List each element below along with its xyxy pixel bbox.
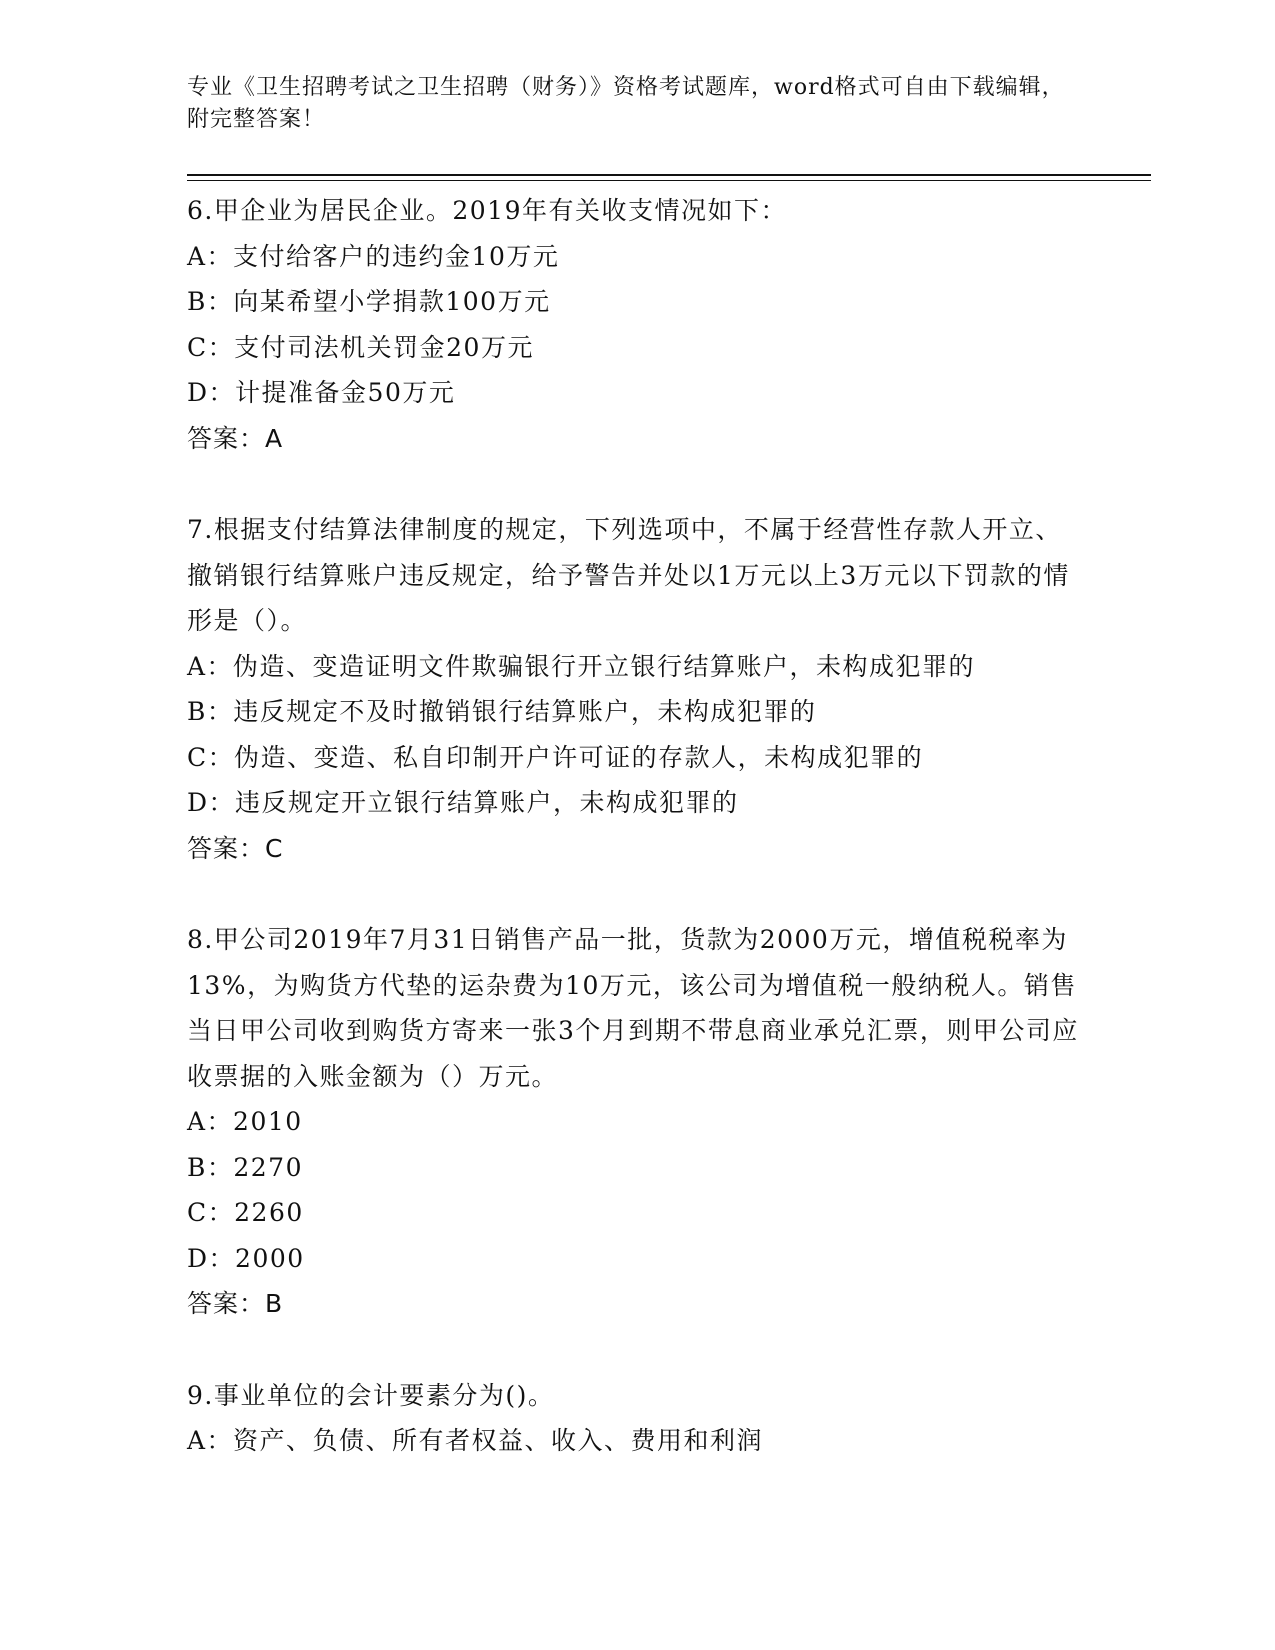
- option-c: C：伪造、变造、私自印制开户许可证的存款人，未构成犯罪的: [187, 742, 924, 772]
- option-d: D：2000: [187, 1243, 305, 1273]
- answer: 答案：C: [187, 833, 284, 863]
- option-a: A：支付给客户的违约金10万元: [187, 241, 560, 271]
- header-divider-thick: [187, 174, 1151, 176]
- option-b: B：违反规定不及时撤销银行结算账户，未构成犯罪的: [187, 697, 817, 726]
- answer: 答案：A: [187, 423, 284, 453]
- answer: 答案：B: [187, 1289, 284, 1318]
- question-text: 6.甲企业为居民企业。2019年有关收支情况如下：: [187, 196, 787, 225]
- document-header: 专业《卫生招聘考试之卫生招聘（财务）》资格考试题库，word格式可自由下载编辑，附完整答案！: [187, 75, 1065, 132]
- question-9: [187, 1373, 1087, 1464]
- option-b: B：向某希望小学捐款100万元: [187, 287, 551, 316]
- option-c: C：支付司法机关罚金20万元: [187, 332, 534, 362]
- option-a: A：2010: [187, 1107, 303, 1136]
- option-a: A：资产、负债、所有者权益、收入、费用和利润: [187, 1426, 764, 1455]
- option-c: C：2260: [187, 1198, 304, 1227]
- option-d: D：违反规定开立银行结算账户，未构成犯罪的: [187, 788, 739, 817]
- spacer: [187, 461, 1087, 507]
- header-divider-thin: [187, 180, 1151, 181]
- question-6: [187, 188, 1087, 461]
- question-text: 7.根据支付结算法律制度的规定，下列选项中，不属于经营性存款人开立、撤销银行结算账户违反规定，给予警告并处以1万元以上3万元以下罚款的情形是（）。: [187, 515, 1070, 635]
- option-d: D：计提准备金50万元: [187, 378, 456, 407]
- question-text: 9.事业单位的会计要素分为()。: [187, 1380, 555, 1410]
- question-list: [187, 188, 1087, 1464]
- question-8: [187, 917, 1087, 1327]
- question-text: 8.甲公司2019年7月31日销售产品一批，货款为2000万元，增值税税率为13%，为购货方代垫的运杂费为10万元，该公司为增值税一般纳税人。销售当日甲公司收到购货方寄来一张3个月到期不带息商业承兑汇票，则甲公司应收票据的入账金额为（）万元。: [187, 925, 1079, 1091]
- question-7: [187, 507, 1087, 871]
- spacer: [187, 1327, 1087, 1373]
- option-a: A：伪造、变造证明文件欺骗银行开立银行结算账户，未构成犯罪的: [187, 651, 976, 681]
- spacer: [187, 871, 1087, 917]
- option-b: B：2270: [187, 1152, 303, 1182]
